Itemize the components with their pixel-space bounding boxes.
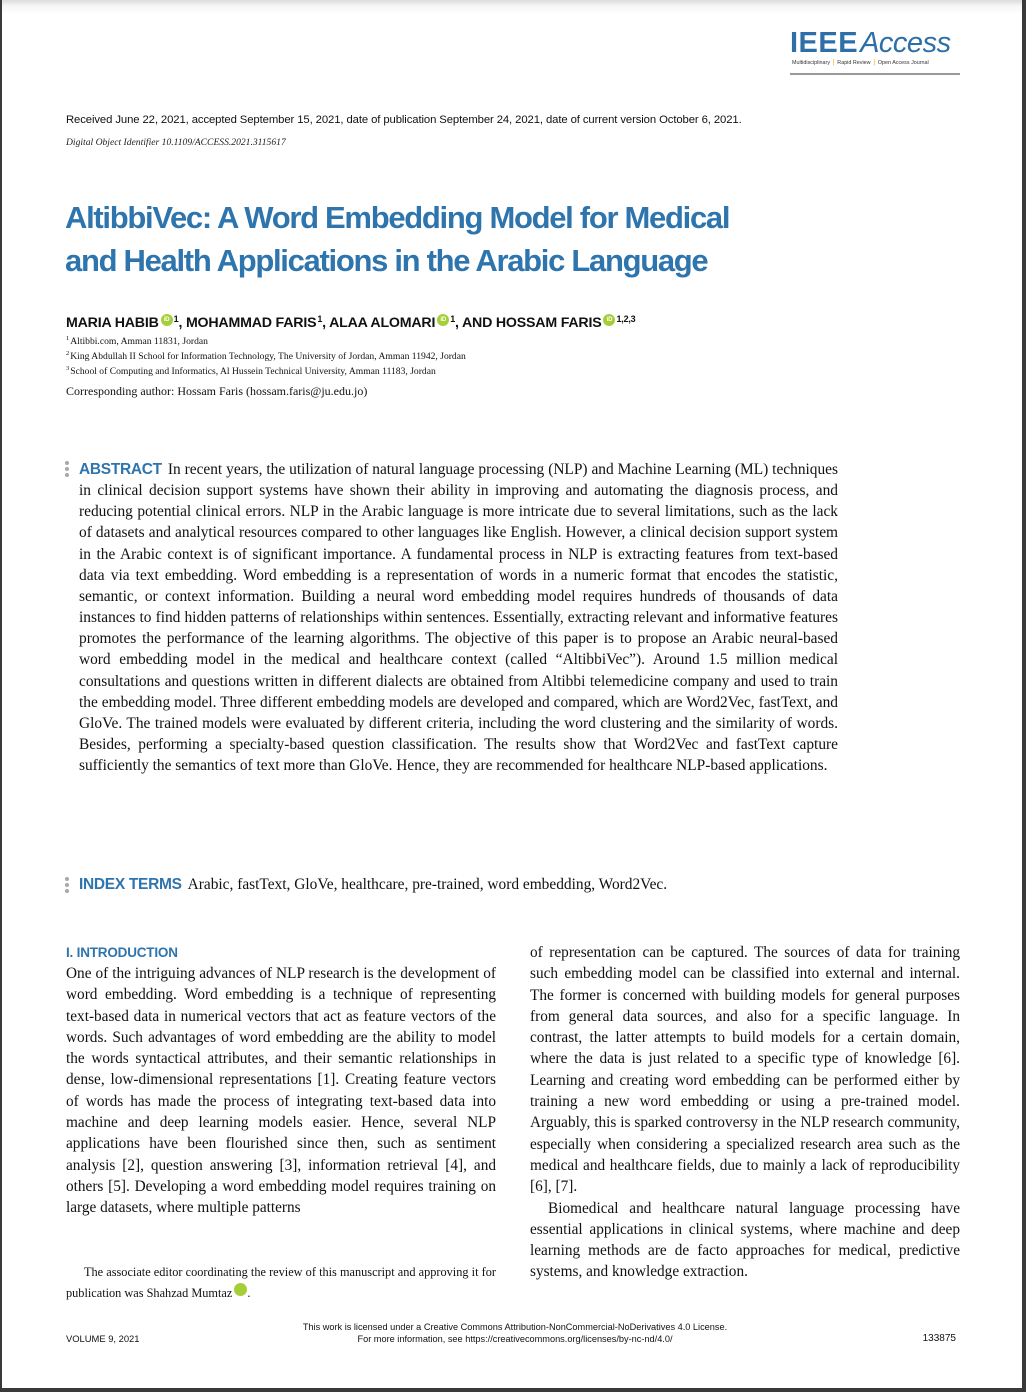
paper-page bbox=[2, 0, 1022, 1388]
doi-line: Digital Object Identifier 10.1109/ACCESS.2021.3115617 bbox=[66, 137, 286, 148]
tagline-item: Multidisciplinary bbox=[792, 60, 831, 66]
ieee-access-logo bbox=[790, 28, 960, 66]
logo-divider bbox=[790, 73, 960, 75]
affiliation-number: 1 bbox=[66, 335, 70, 342]
index-terms-marker-dots bbox=[65, 877, 70, 895]
left-column bbox=[66, 942, 496, 1219]
orcid-icon[interactable]: iD bbox=[603, 314, 615, 326]
author-separator: , bbox=[178, 315, 186, 331]
received-dates: Received June 22, 2021, accepted September 15, 2021, date of publication September 24, 2021, date of current version October 6, 2021. bbox=[66, 114, 742, 126]
author-affiliation-mark: 1 bbox=[317, 314, 323, 324]
paper-title bbox=[65, 196, 865, 282]
author-list bbox=[66, 314, 636, 331]
author-affiliation-mark: 1,2,3 bbox=[616, 314, 636, 324]
author-name: HOSSAM FARIS bbox=[495, 315, 602, 331]
abstract bbox=[79, 459, 838, 776]
logo-tagline bbox=[792, 60, 960, 66]
abstract-marker-dots bbox=[65, 461, 70, 479]
abstract-label: ABSTRACT bbox=[79, 461, 162, 478]
orcid-icon[interactable]: iD bbox=[234, 1283, 247, 1296]
orcid-icon[interactable]: iD bbox=[161, 314, 173, 326]
affiliation-1 bbox=[66, 335, 208, 347]
tagline-separator: ┆ bbox=[832, 60, 836, 66]
abstract-text: In recent years, the utilization of natural language processing (NLP) and Machine Learning (ML) techniques in clinical decision support systems have shown their ability in improving and automating the diagnosis process, and reducing potential clinical errors. NLP in the Arabic language is more intricate due to several limitations, such as the lack of datasets and analytical resources compared to other languages like English. However, a clinical decision support system in the Arabic context is of significant importance. A fundamental process in NLP is extracting features from text-based data via text embedding. Word embedding is a representation of words in a numeric format that encodes the statistic, semantic, or context information. Building a neural word embedding model requires hundreds of thousands of data instances to find hidden patterns of relationships within sentences. Essentially, extracting relevant and informative features promotes the performance of the learning algorithms. The objective of this paper is to propose an Arabic neural-based word embedding model in the medical and healthcare context (called “AltibbiVec”). Around 1.5 million medical consultations and questions written in different dialects are obtained from Altibbi telemedicine company and used to train the embedding model. Three different embedding models are developed and compared, which are Word2Vec, fastText, and GloVe. The trained models were evaluated by different criteria, including the word clustering and the similarity of words. Besides, performing a specialty-based question classification. The results show that Word2Vec and fastText capture sufficiently the semantics of text more than GloVe. Hence, they are recommended for healthcare NLP-based applications. bbox=[79, 461, 838, 775]
tagline-item: Rapid Review bbox=[837, 60, 871, 66]
logo-access-text: Access bbox=[860, 27, 951, 59]
editor-footnote bbox=[66, 1262, 496, 1304]
section-heading-introduction: I. INTRODUCTION bbox=[66, 945, 178, 960]
affiliation-number: 3 bbox=[66, 365, 70, 372]
author-affiliation-mark: 1 bbox=[450, 314, 456, 324]
author-name: ALAA ALOMARI bbox=[329, 315, 436, 331]
footnote-period: . bbox=[247, 1286, 251, 1300]
tagline-separator: ┆ bbox=[872, 60, 876, 66]
affiliation-text: Altibbi.com, Amman 11831, Jordan bbox=[70, 336, 208, 347]
right-column bbox=[530, 942, 960, 1283]
title-line: and Health Applications in the Arabic Language bbox=[65, 243, 708, 278]
author-separator: , AND bbox=[455, 315, 496, 331]
author-name: MOHAMMAD FARIS bbox=[185, 315, 317, 331]
affiliation-text: School of Computing and Informatics, Al Hussein Technical University, Amman 11183, Jordan bbox=[70, 366, 436, 377]
page-number: 133875 bbox=[922, 1333, 956, 1344]
body-paragraph: of representation can be captured. The sources of data for training such embedding model can be classified into external and internal. The former is concerned with building models for general purposes from general data sources, and also for a specific language. In contrast, the latter attempts to build models for a certain domain, where the data is just related to a specific type of knowledge [6]. Learning and creating word embedding can be performed either by training a new word embedding or using a pre-trained model. Arguably, this is sparked controversy in the NLP research community, especially when considering a specialized research area such as the medical and healthcare fields, due to mainly a lack of reproducibility [6], [7]. bbox=[530, 944, 960, 1196]
footnote-text: The associate editor coordinating the review of this manuscript and approving it for publication was Shahzad Mumtaz bbox=[66, 1265, 496, 1300]
orcid-icon[interactable]: iD bbox=[437, 314, 449, 326]
index-terms-text: Arabic, fastText, GloVe, healthcare, pre-trained, word embedding, Word2Vec. bbox=[187, 876, 668, 893]
affiliation-2 bbox=[66, 350, 466, 362]
index-terms-label: INDEX TERMS bbox=[79, 876, 182, 893]
corresponding-author: Corresponding author: Hossam Faris (hossam.faris@ju.edu.jo) bbox=[66, 384, 368, 398]
tagline-item: Open Access Journal bbox=[877, 60, 929, 66]
license-link[interactable]: For more information, see https://creativecommons.org/licenses/by-nc-nd/4.0/ bbox=[357, 1333, 673, 1344]
logo-wordmark bbox=[790, 28, 960, 58]
author-separator: , bbox=[322, 315, 330, 331]
affiliation-text: King Abdullah II School for Information Technology, The University of Jordan, Amman 11942, Jordan bbox=[70, 351, 466, 362]
volume-label: VOLUME 9, 2021 bbox=[66, 1333, 140, 1344]
body-paragraph: Biomedical and healthcare natural language processing have essential applications in clinical systems, where machine and deep learning methods are de facto approaches for medical, predictive systems, and knowledge extraction. bbox=[530, 1199, 960, 1281]
body-paragraph: One of the intriguing advances of NLP research is the development of word embedding. Word embedding is a technique of representing text-based data in numerical vectors that act as feature vectors of the words. Such advantages of word embedding are the ability to model the words syntactical attributes, and their semantic relationships in dense, low-dimensional representations [1]. Creating feature vectors of words has made the process of integrating text-based data into machine and deep learning models easier. Hence, several NLP applications have been flourished since then, such as sentiment analysis [2], question answering [3], information retrieval [4], and others [5]. Developing a word embedding model requires training on large datasets, where multiple patterns bbox=[66, 965, 496, 1217]
author-affiliation-mark: 1 bbox=[173, 314, 179, 324]
affiliation-number: 2 bbox=[66, 350, 70, 357]
license-notice bbox=[202, 1322, 828, 1345]
logo-ieee-text: IEEE bbox=[790, 27, 859, 59]
affiliation-3 bbox=[66, 365, 436, 377]
index-terms bbox=[79, 874, 838, 895]
license-line: This work is licensed under a Creative Commons Attribution-NonCommercial-NoDerivatives 4.0 License. bbox=[302, 1322, 728, 1332]
title-line: AltibbiVec: A Word Embedding Model for Medical bbox=[65, 200, 730, 235]
author-name: MARIA HABIB bbox=[66, 315, 159, 331]
